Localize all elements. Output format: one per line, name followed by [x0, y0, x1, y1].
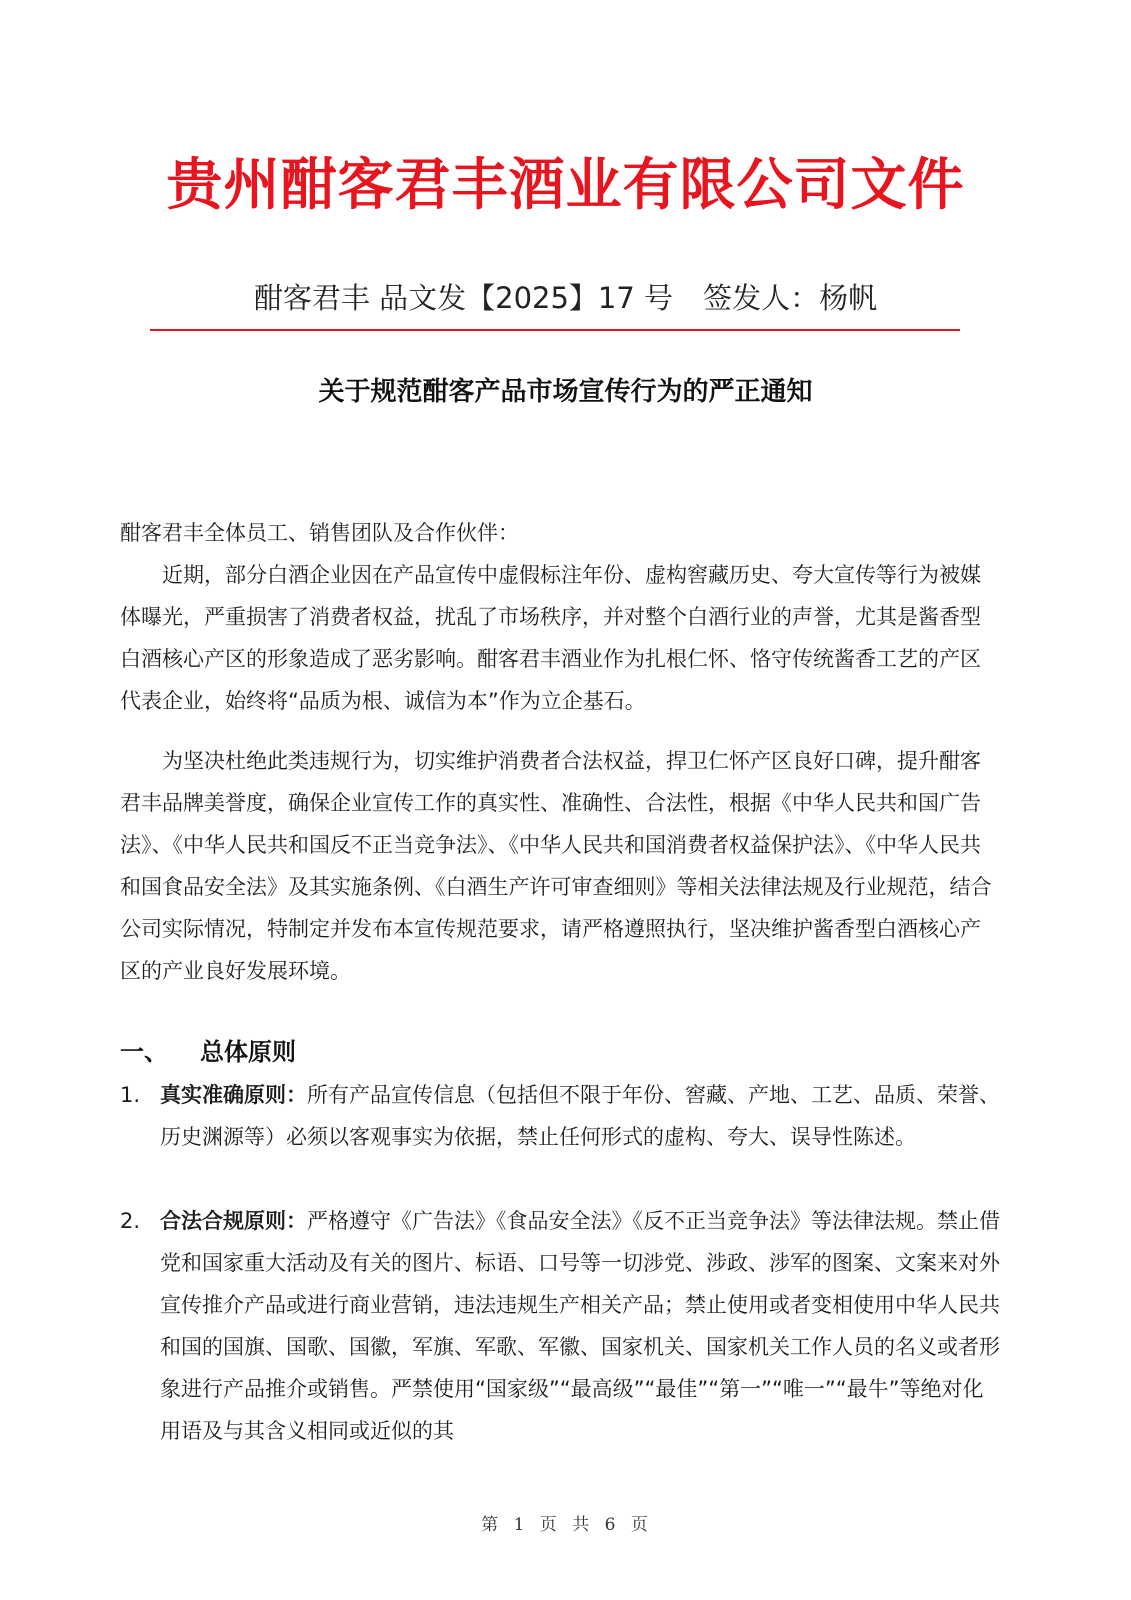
list-item-text: 严格遵守《广告法》《食品安全法》《反不正当竞争法》等法律法规。禁止借党和国家重大活动及有关的图片、标语、口号等一切涉党、涉政、涉军的图案、文案来对外宣传推介产品或进行商业营销，违法违规生产相关产品；禁止使用或者变相使用中华人民共和国的国旗、国歌、国徽，军旗、军歌、军徽、国家机关、国家机关工作人员的名义或者形象进行产品推介或销售。严禁使用“国家级”“最高级”“最佳”“第一”“唯一”“最牛”等绝对化用语及与其含义相同或近似的其: [160, 1209, 1000, 1443]
paragraph-1-text: 近期，部分白酒企业因在产品宣传中虚假标注年份、虚构窖藏历史、夸大宣传等行为被媒体曝光，严重损害了消费者权益，扰乱了市场秩序，并对整个白酒行业的声誉，尤其是酱香型白酒核心产区的形象造成了恶劣影响。酣客君丰酒业作为扎根仁怀、恪守传统酱香工艺的产区代表企业，始终将“品质为根、诚信为本”作为立企基石。: [120, 563, 981, 713]
paragraph-1: [120, 554, 1000, 722]
doc-number-line: [0, 278, 1131, 318]
section-title: 总体原则: [200, 1038, 296, 1066]
list-item: [120, 1074, 1000, 1158]
paragraph-2: [120, 740, 1000, 992]
list-item-term: 合法合规原则：: [160, 1209, 307, 1233]
list-item-term: 真实准确原则：: [160, 1083, 307, 1107]
page-footer: 第 1 页 共 6 页: [481, 1515, 650, 1535]
list-item-text: 所有产品宣传信息（包括但不限于年份、窖藏、产地、工艺、品质、荣誉、历史渊源等）必须以客观事实为依据，禁止任何形式的虚构、夸大、误导性陈述。: [160, 1083, 1000, 1149]
red-divider: [150, 329, 960, 331]
section-number: 一、: [120, 1038, 168, 1066]
org-title: 贵州酣客君丰酒业有限公司文件: [166, 152, 965, 218]
notice-title: 关于规范酣客产品市场宣传行为的严正通知: [318, 377, 813, 407]
signer: 签发人：杨帆: [703, 281, 878, 315]
list-item-index: 1.: [120, 1083, 141, 1107]
paragraph-2-text: 为坚决杜绝此类违规行为，切实维护消费者合法权益，捍卫仁怀产区良好口碑，提升酣客君丰品牌美誉度，确保企业宣传工作的真实性、准确性、合法性，根据《中华人民共和国广告法》、《中华人民共和国反不正当竞争法》、《中华人民共和国消费者权益保护法》、《中华人民共和国食品安全法》及其实施条例、《白酒生产许可审查细则》等相关法律法规及行业规范，结合公司实际情况，特制定并发布本宣传规范要求，请严格遵照执行，坚决维护酱香型白酒核心产区的产业良好发展环境。: [120, 749, 992, 983]
section-heading: [120, 1032, 296, 1072]
salutation: 酣客君丰全体员工、销售团队及合作伙伴：: [120, 521, 519, 545]
list-item: [120, 1200, 1000, 1452]
doc-number: 酣客君丰 品文发【2025】17 号: [253, 281, 674, 315]
list-item-index: 2.: [120, 1209, 141, 1233]
